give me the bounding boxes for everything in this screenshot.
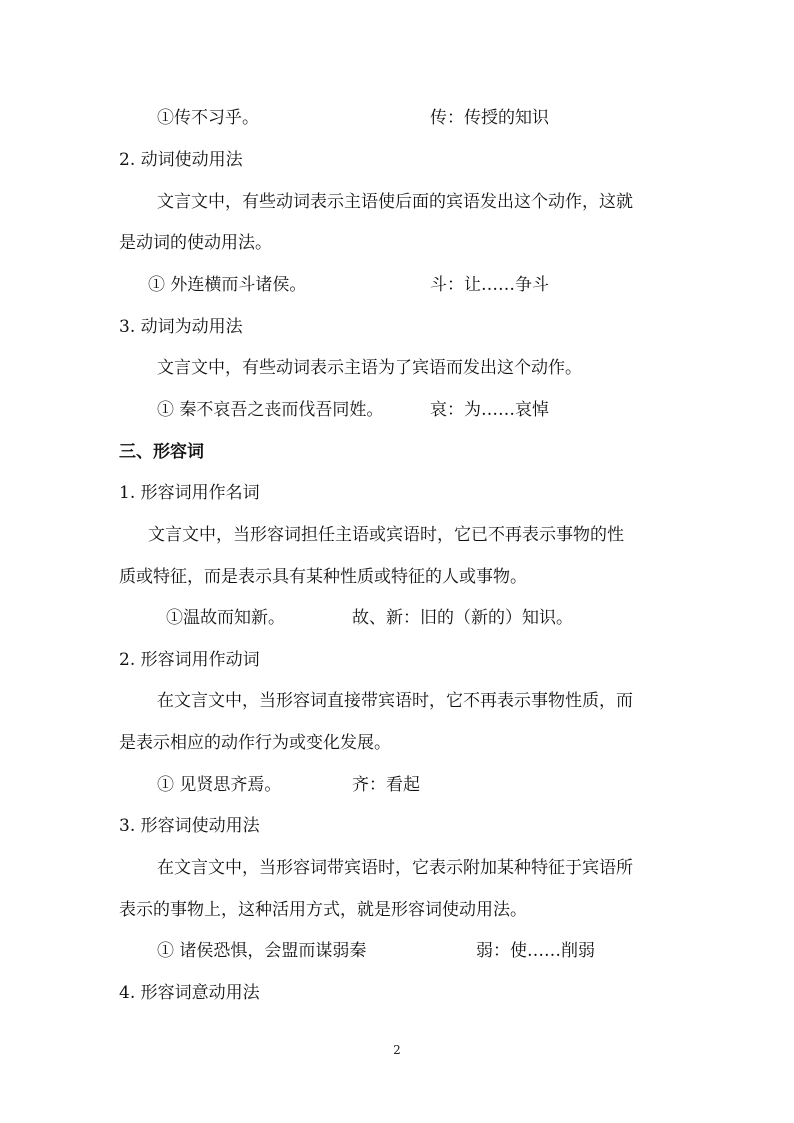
example-line: ①温故而知新。 (166, 608, 285, 628)
example-gloss: 弱：使……削弱 (476, 941, 595, 961)
subsection-heading: 2. 动词使动用法 (119, 150, 243, 170)
page-number: 2 (393, 1043, 401, 1057)
section-heading: 三、形容词 (119, 442, 204, 462)
example-gloss: 齐：看起 (352, 775, 420, 795)
paragraph-line: 文言文中，有些动词表示主语使后面的宾语发出这个动作，这就 (157, 192, 633, 212)
paragraph-line: 在文言文中，当形容词带宾语时，它表示附加某种特征于宾语所 (157, 858, 633, 878)
example-line: ① 外连横而斗诸侯。 (148, 275, 307, 295)
example-line: ① 见贤思齐焉。 (157, 775, 282, 795)
paragraph-line: 是表示相应的动作行为或变化发展。 (119, 733, 391, 753)
subsection-heading: 3. 动词为动用法 (119, 317, 243, 337)
subsection-heading: 1. 形容词用作名词 (119, 483, 260, 503)
example-gloss: 传：传授的知识 (430, 108, 549, 128)
example-line: ① 秦不哀吾之丧而伐吾同姓。 (157, 400, 384, 420)
example-gloss: 故、新：旧的（新的）知识。 (352, 608, 573, 628)
subsection-heading: 2. 形容词用作动词 (119, 650, 260, 670)
example-gloss: 哀：为……哀悼 (430, 400, 549, 420)
paragraph-line: 质或特征，而是表示具有某种性质或特征的人或事物。 (119, 567, 527, 587)
paragraph-line: 表示的事物上，这种活用方式，就是形容词使动用法。 (119, 900, 527, 920)
example-line: ① 诸侯恐惧，会盟而谋弱秦 (157, 941, 367, 961)
paragraph-line: 文言文中，有些动词表示主语为了宾语而发出这个动作。 (157, 358, 582, 378)
example-gloss: 斗：让……争斗 (430, 275, 549, 295)
paragraph-line: 是动词的使动用法。 (119, 233, 272, 253)
subsection-heading: 3. 形容词使动用法 (119, 816, 260, 836)
example-line: ①传不习乎。 (157, 108, 259, 128)
paragraph-line: 文言文中，当形容词担任主语或宾语时，它已不再表示事物的性 (148, 525, 624, 545)
subsection-heading: 4. 形容词意动用法 (119, 983, 260, 1003)
paragraph-line: 在文言文中，当形容词直接带宾语时，它不再表示事物性质，而 (157, 691, 633, 711)
